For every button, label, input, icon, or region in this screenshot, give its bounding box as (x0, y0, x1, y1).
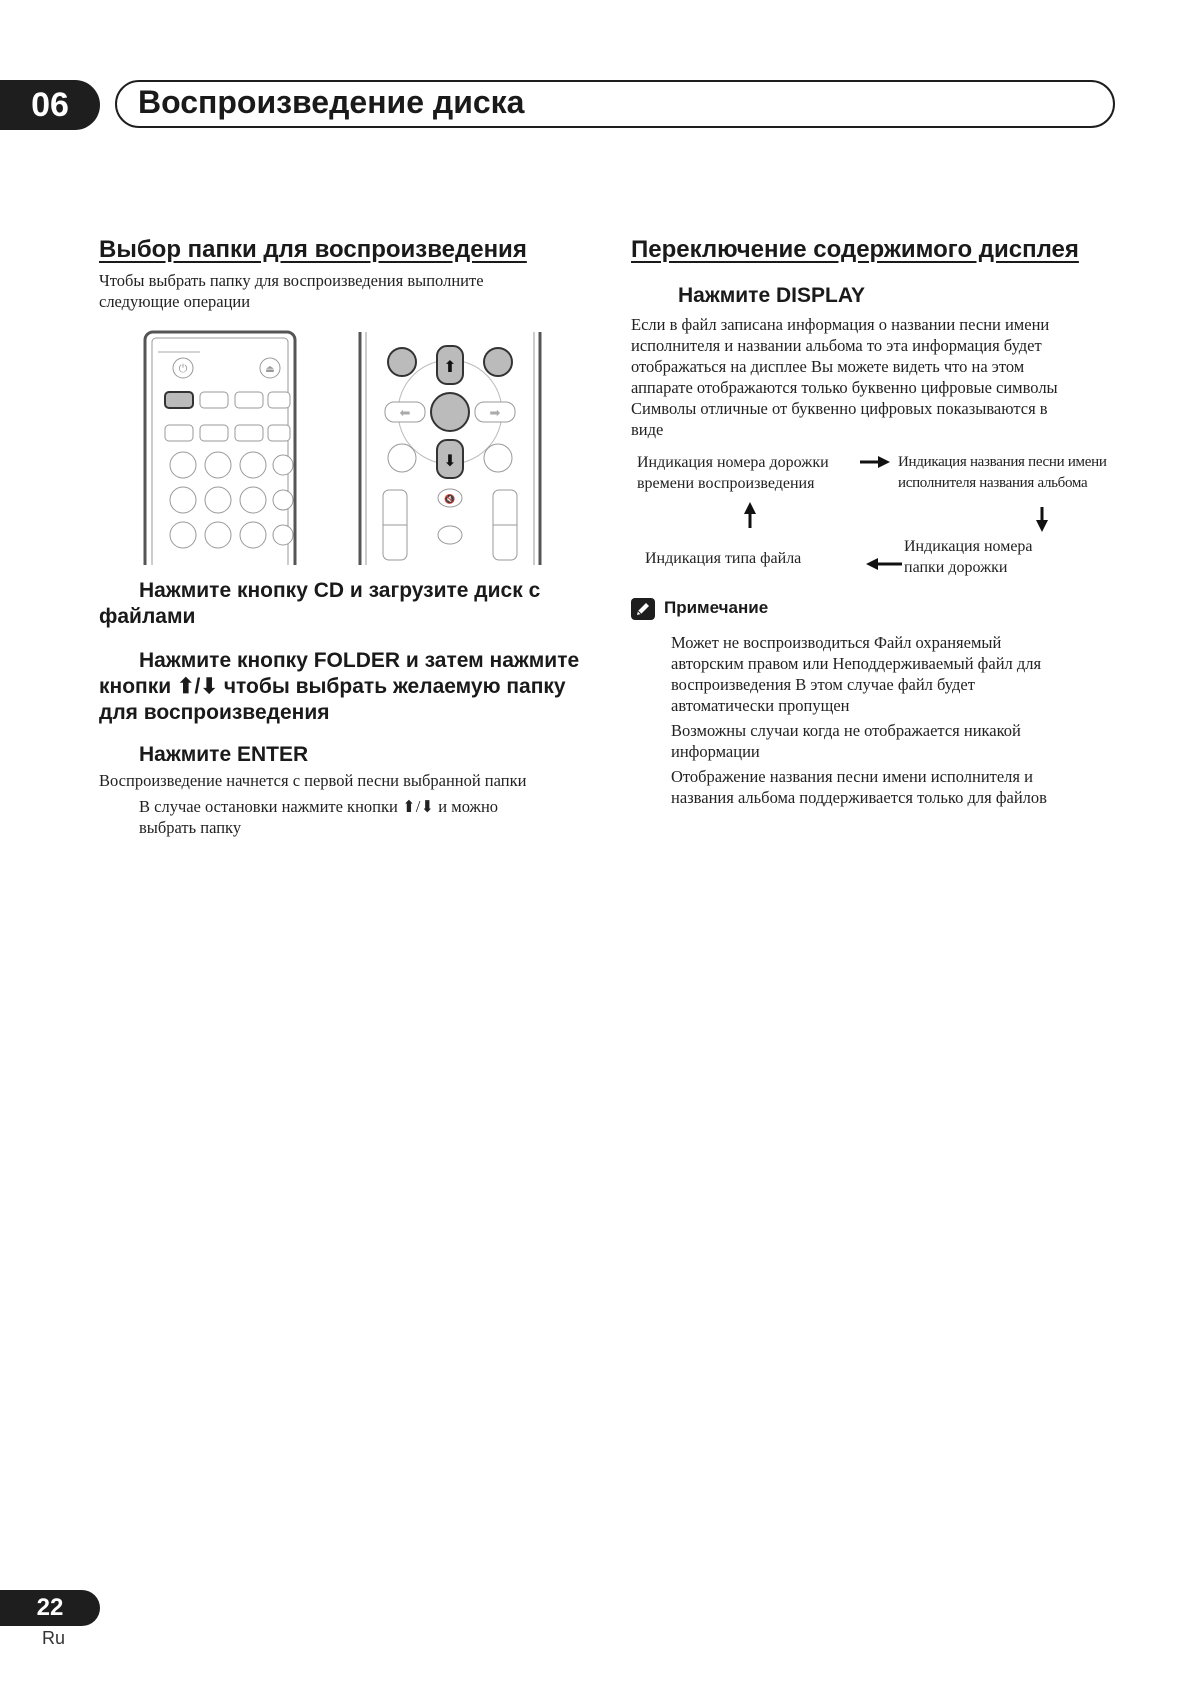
chapter-title: Воспроизведение диска (138, 84, 525, 120)
note-item: Может не воспроизводиться Файл охраняемый авторским правом или Неподдерживаемый файл для воспроизведения В этом случае файл будет автоматически пропущен (671, 633, 1042, 715)
note-item: Возможны случаи когда не отображается никакой информации (671, 721, 1021, 761)
flow-box-folder-track: Индикация номера папки дорожки (904, 538, 1033, 576)
remote-right-panel (360, 332, 540, 565)
arrow-down-icon (1036, 507, 1048, 532)
svg-text:⬅: ⬅ (399, 406, 411, 421)
arrow-up-icon (744, 502, 756, 528)
left-step-3-sub: В случае остановки нажмите кнопки ⬆/⬇ и можно выбрать папку (139, 797, 499, 837)
chapter-number-badge: 06 (0, 80, 100, 130)
arrow-left-icon (866, 558, 902, 570)
arrow-right-icon (860, 456, 890, 468)
right-step: Нажмите DISPLAY (678, 284, 866, 307)
svg-text:⏏: ⏏ (265, 364, 275, 375)
left-step-1: Нажмите кнопку CD и загрузите диск с файлами (99, 579, 541, 628)
remote-control-diagram (140, 330, 550, 565)
right-section-heading: Переключение содержимого дисплея (631, 236, 1079, 263)
left-step-3: Нажмите ENTER (139, 743, 309, 766)
left-step-3-body: Воспроизведение начнется с первой песни выбранной папки (99, 771, 527, 790)
left-intro: Чтобы выбрать папку для воспроизведения выполните следующие операции (99, 271, 484, 311)
svg-text:➡: ➡ (489, 406, 501, 421)
remote-left-panel (145, 332, 295, 565)
page-number-badge: 22 (0, 1590, 100, 1626)
left-step-2: Нажмите кнопку FOLDER и затем нажмите кнопки ⬆/⬇ чтобы выбрать желаемую папку для воспроизведения (99, 649, 580, 724)
svg-text:⬆: ⬆ (443, 357, 457, 376)
svg-text:⏻: ⏻ (178, 362, 188, 375)
svg-text:⬇: ⬇ (443, 451, 457, 470)
svg-text:🔇: 🔇 (444, 495, 456, 505)
left-section-heading: Выбор папки для воспроизведения (99, 236, 527, 263)
flow-box-file-type: Индикация типа файла (645, 550, 802, 567)
page-language: Ru (42, 1628, 66, 1648)
note-pencil-icon (631, 598, 655, 620)
note-item: Отображение названия песни имени исполнителя и названия альбома поддерживается только для файлов (671, 767, 1047, 807)
flow-arrows (630, 440, 1130, 580)
flow-box-track-time: Индикация номера дорожки времени воспроизведения (637, 454, 829, 492)
flow-box-song-artist: Индикация названия песни имени исполнителя названия альбома (898, 454, 1107, 491)
right-body: Если в файл записана информация о названии песни имени исполнителя и названии альбома то эта информация будет отображаться на дисплее Вы можете видеть что на этом аппарате отображаются только буквенно цифровые символы Символы отличные от буквенно цифровых показываются в виде (631, 315, 1058, 439)
note-title: Примечание (664, 598, 769, 617)
